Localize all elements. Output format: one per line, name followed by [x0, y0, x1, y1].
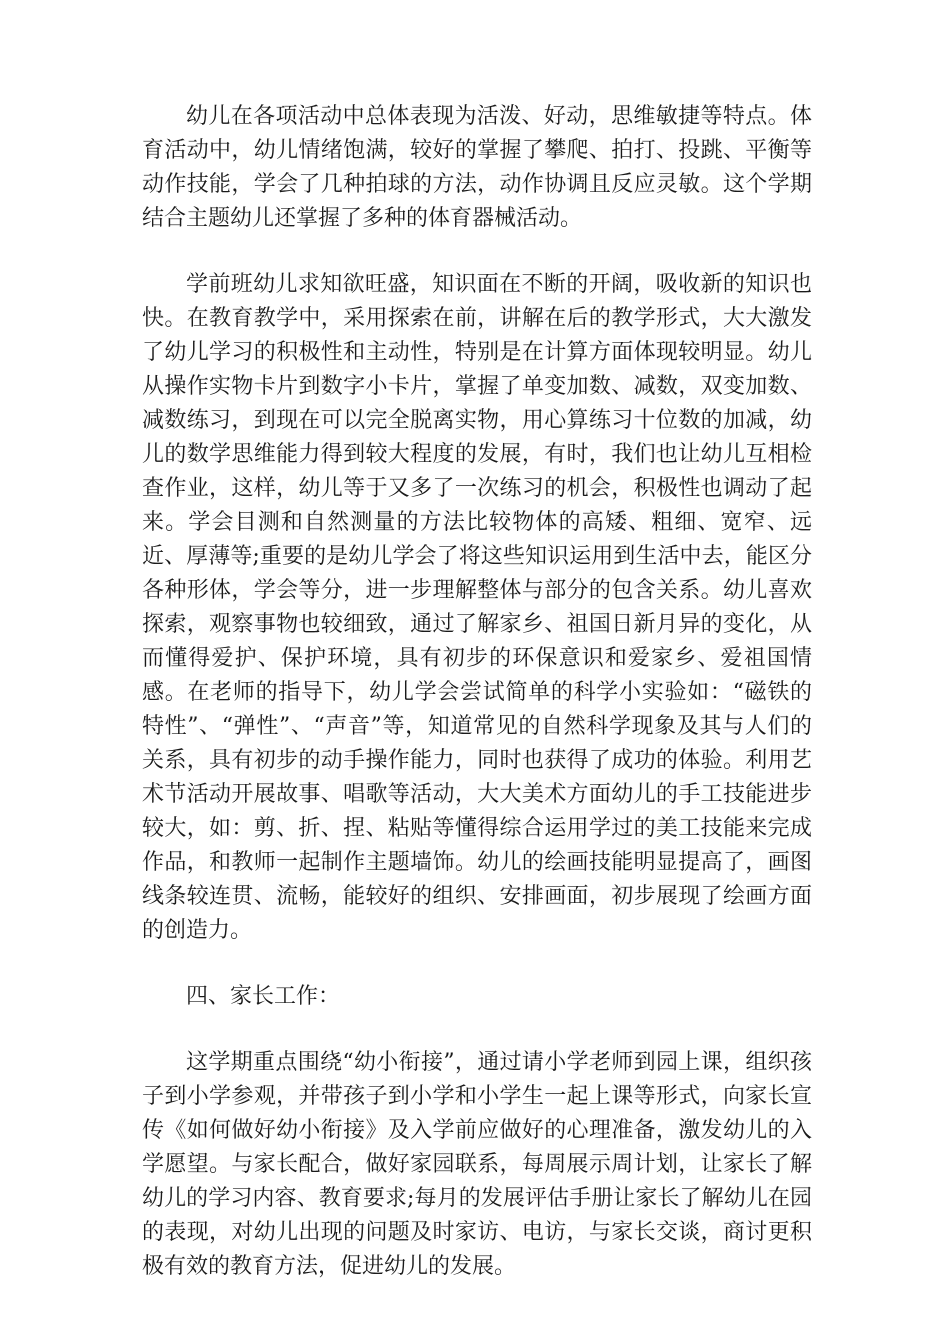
- document-body: [142, 100, 812, 1316]
- paragraph-learning-development: 学前班幼儿求知欲旺盛，知识面在不断的开阔，吸收新的知识也快。在教育教学中，采用探索在前，讲解在后的教学形式，大大激发了幼儿学习的积极性和主动性，特别是在计算方面体现较明显。幼儿从操作实物卡片到数字小卡片，掌握了单变加数、减数，双变加数、减数练习，到现在可以完全脱离实物，用心算练习十位数的加减，幼儿的数学思维能力得到较大程度的发展，有时，我们也让幼儿互相检查作业，这样，幼儿等于又多了一次练习的机会，积极性也调动了起来。学会目测和自然测量的方法比较物体的高矮、粗细、宽窄、远近、厚薄等;重要的是幼儿学会了将这些知识运用到生活中去，能区分各种形体，学会等分，进一步理解整体与部分的包含关系。幼儿喜欢探索，观察事物也较细致，通过了解家乡、祖国日新月异的变化，从而懂得爱护、保护环境，具有初步的环保意识和爱家乡、爱祖国情感。在老师的指导下，幼儿学会尝试简单的科学小实验如：“磁铁的特性”、“弹性”、“声音”等，知道常见的自然科学现象及其与人们的关系，具有初步的动手操作能力，同时也获得了成功的体验。利用艺术节活动开展故事、唱歌等活动，大大美术方面幼儿的手工技能进步较大，如：剪、折、捏、粘贴等懂得综合运用学过的美工技能来完成作品，和教师一起制作主题墙饰。幼儿的绘画技能明显提高了，画图线条较连贯、流畅，能较好的组织、安排画面，初步展现了绘画方面的创造力。: [142, 272, 812, 943]
- section-heading-parent-work: 四、家长工作：: [186, 984, 341, 1009]
- paragraph-sports-activities: 幼儿在各项活动中总体表现为活泼、好动，思维敏捷等特点。体育活动中，幼儿情绪饱满，较好的掌握了攀爬、拍打、投跳、平衡等动作技能，学会了几种拍球的方法，动作协调且反应灵敏。这个学期结合主题幼儿还掌握了多种的体育器械活动。: [142, 104, 812, 231]
- paragraph-parent-work: 这学期重点围绕“幼小衔接”，通过请小学老师到园上课，组织孩子到小学参观，并带孩子到小学和小学生一起上课等形式，向家长宣传《如何做好幼小衔接》及入学前应做好的心理准备，激发幼儿的入学愿望。与家长配合，做好家园联系，每周展示周计划，让家长了解幼儿的学习内容、教育要求;每月的发展评估手册让家长了解幼儿在园的表现，对幼儿出现的问题及时家访、电访，与家长交谈，商讨更积极有效的教育方法，促进幼儿的发展。: [142, 1050, 812, 1279]
